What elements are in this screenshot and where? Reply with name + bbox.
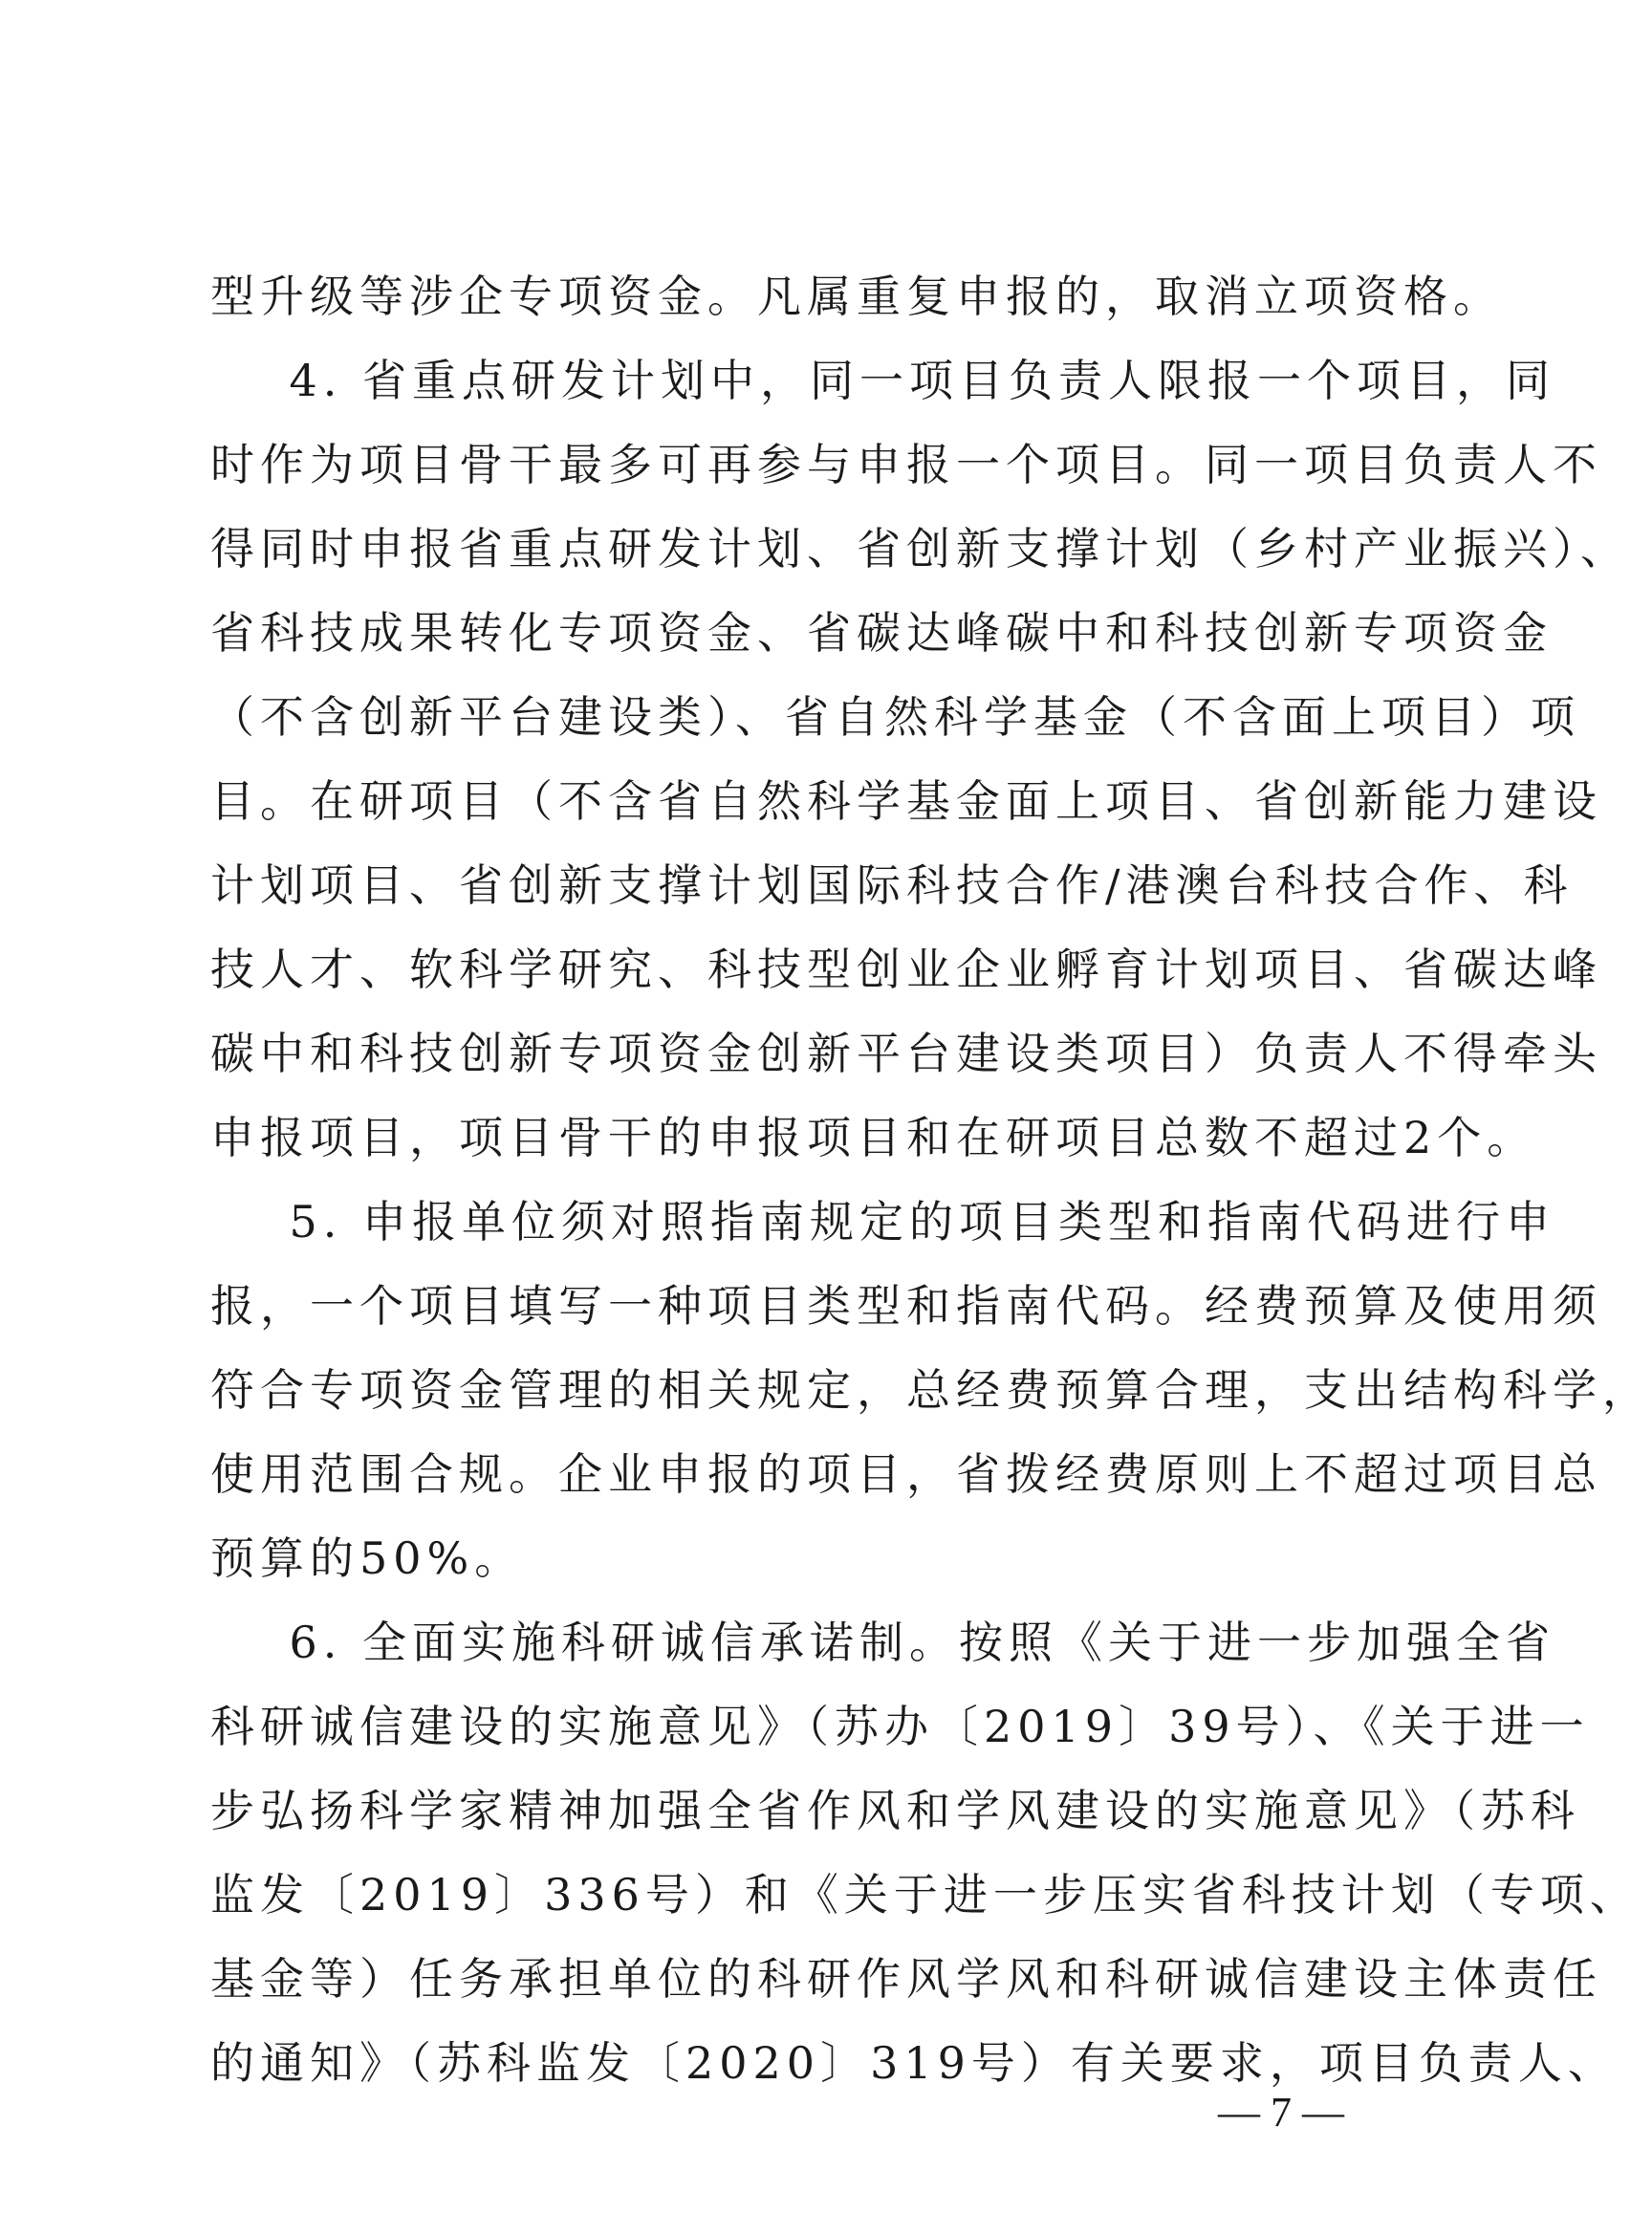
text-line: 的通知》（苏科监发〔2020〕319号）有关要求，项目负责人、	[210, 2037, 1618, 2089]
text-line: 型升级等涉企专项资金。凡属重复申报的，取消立项资格。	[210, 271, 1503, 322]
text-line: 得同时申报省重点研发计划、省创新支撑计划（乡村产业振兴）、	[210, 523, 1630, 575]
text-line: 6. 全面实施科研诚信承诺制。按照《关于进一步加强全省	[210, 1617, 1555, 1668]
text-line: 使用范围合规。企业申报的项目，省拨经费原则上不超过项目总	[210, 1448, 1602, 1500]
text-line: 步弘扬科学家精神加强全省作风和学风建设的实施意见》（苏科	[210, 1785, 1580, 1836]
page-number: — 7 —	[1218, 2089, 1344, 2136]
text-line: 监发〔2019〕336号）和《关于进一步压实省科技计划（专项、	[210, 1869, 1640, 1921]
text-line: 4. 省重点研发计划中，同一项目负责人限报一个项目，同	[210, 355, 1555, 406]
text-line: 5. 申报单位须对照指南规定的项目类型和指南代码进行申	[210, 1196, 1555, 1248]
text-line: 技人才、软科学研究、科技型创业企业孵育计划项目、省碳达峰	[210, 944, 1602, 995]
text-line: 基金等）任务承担单位的科研作风学风和科研诚信建设主体责任	[210, 1953, 1602, 2005]
text-line: 科研诚信建设的实施意见》（苏办〔2019〕39号）、《关于进一	[210, 1701, 1590, 1752]
text-line: 碳中和科技创新专项资金创新平台建设类项目）负责人不得牵头	[210, 1028, 1602, 1079]
text-line: 时作为项目骨干最多可再参与申报一个项目。同一项目负责人不	[210, 439, 1602, 490]
text-line: 目。在研项目（不含省自然科学基金面上项目、省创新能力建设	[210, 775, 1602, 827]
text-line: 符合专项资金管理的相关规定，总经费预算合理，支出结构科学，	[210, 1364, 1652, 1416]
document-body	[210, 254, 1652, 2105]
text-line: 计划项目、省创新支撑计划国际科技合作/港澳台科技合作、科	[210, 859, 1574, 911]
text-line: 报，一个项目填写一种项目类型和指南代码。经费预算及使用须	[210, 1280, 1602, 1332]
text-line: 省科技成果转化专项资金、省碳达峰碳中和科技创新专项资金	[210, 607, 1553, 659]
text-line: 申报项目，项目骨干的申报项目和在研项目总数不超过2个。	[210, 1112, 1537, 1163]
text-line: 预算的50%。	[210, 1532, 525, 1584]
text-line: （不含创新平台建设类）、省自然科学基金（不含面上项目）项	[210, 691, 1580, 743]
